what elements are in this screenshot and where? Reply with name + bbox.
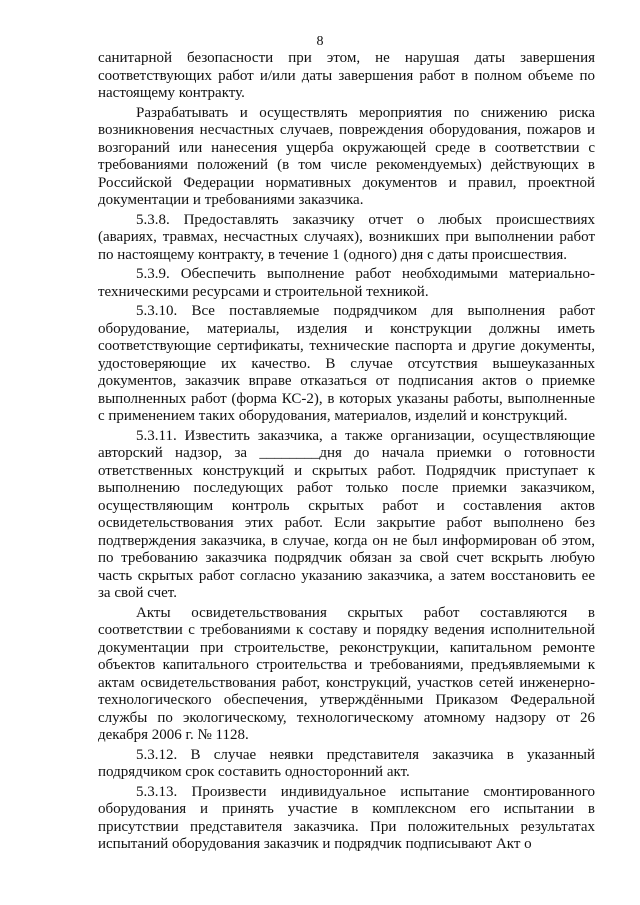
paragraph-9: 5.3.13. Произвести индивидуальное испытание смонтированного оборудования и принять участие в комплексном его испытании в присутствии представителя заказчика. При положительных результатах испытаний оборудования заказчик и подрядчик подписывают Акт о	[98, 783, 595, 852]
page-number: 8	[316, 34, 324, 49]
paragraph-7: Акты освидетельствования скрытых работ составляются в соответствии с требованиями к составу и порядку ведения исполнительной документации при строительстве, реконструкции, капитальном ремонте объектов капитального строительства и требованиями, предъявляемыми к актам освидетельствования работ, конструкций, участков сетей инженерно-технологического обеспечения, утверждёнными Приказом Федеральной службы по экологическому, технологическому атомному надзору от 26 декабря 2006 г. № 1128.	[98, 604, 595, 743]
paragraph-1: санитарной безопасности при этом, не нарушая даты завершения соответствующих работ и/или даты завершения работ в полном объеме по настоящему контракту.	[98, 50, 595, 101]
paragraph-2: Разрабатывать и осуществлять мероприятия по снижению риска возникновения несчастных случаев, повреждения оборудования, пожаров и возгораний или нанесения ущерба окружающей среде в соответствии с требованиями положений (в том числе рекомендуемых) действующих в Российской Федерации нормативных документов и правил, проектной документации и требованиями заказчика.	[98, 104, 595, 208]
paragraph-6: 5.3.11. Известить заказчика, а также организации, осуществляющие авторский надзор, за ________дня до начала приемки о готовности ответственных конструкций и скрытых работ. Подрядчик приступает к выполнению последующих работ только после приемки заказчиком, осуществляющим контроль скрытых работ и составления актов освидетельствования этих работ. Если закрытие работ выполнено без подтверждения заказчика, в случае, когда он не был информирован об этом, по требованию заказчика подрядчик обязан за свой счет вскрыть любую часть скрытых работ согласно указанию заказчика, а затем восстановить ее за свой счет.	[98, 427, 595, 601]
document-body	[98, 50, 595, 854]
paragraph-5: 5.3.10. Все поставляемые подрядчиком для выполнения работ оборудование, материалы, изделия и конструкции должны иметь соответствующие сертификаты, технические паспорта и другие документы, удостоверяющие их качество. В случае отсутствия вышеуказанных документов, заказчик вправе отказаться от подписания актов о приемке выполненных работ (форма КС-2), в которых указаны работы, выполненные с применением таких оборудования, материалов, изделий и конструкций.	[98, 303, 595, 424]
paragraph-8: 5.3.12. В случае неявки представителя заказчика в указанный подрядчиком срок составить односторонний акт.	[98, 746, 595, 780]
paragraph-3: 5.3.8. Предоставлять заказчику отчет о любых происшествиях (авариях, травмах, несчастных случаях), возникших при выполнении работ по настоящему контракту, в течение 1 (одного) дня с даты происшествия.	[98, 211, 595, 263]
paragraph-4: 5.3.9. Обеспечить выполнение работ необходимыми материально-техническими ресурсами и строительной техникой.	[98, 266, 595, 300]
